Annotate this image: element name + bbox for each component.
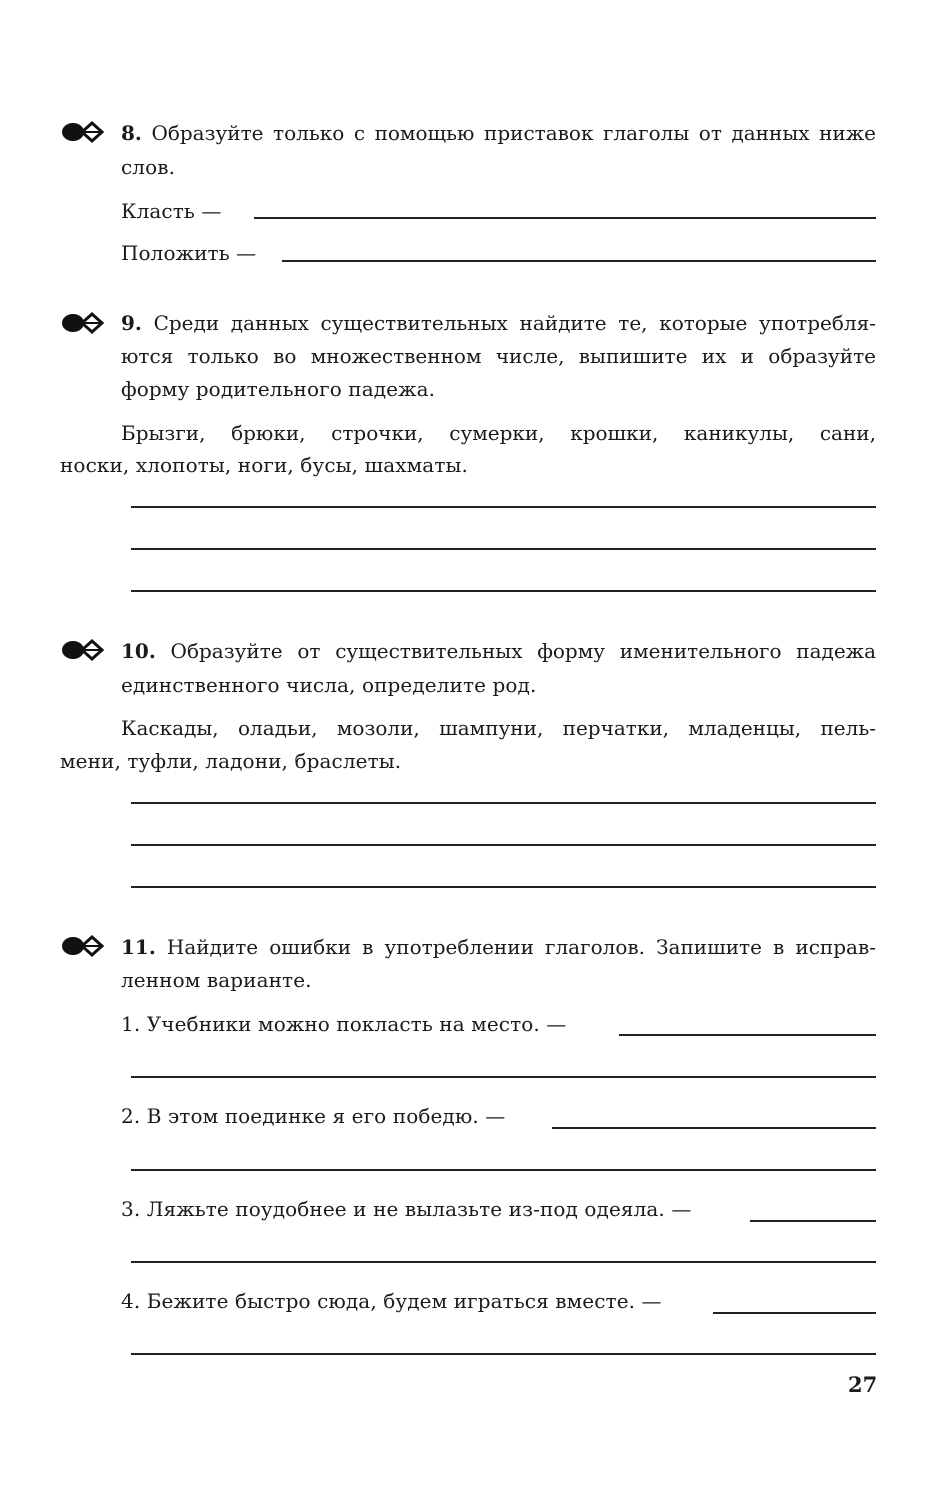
- task-8-number: 8.: [121, 121, 142, 145]
- answer-line[interactable]: [282, 260, 876, 262]
- answer-line[interactable]: [713, 1312, 876, 1314]
- answer-line[interactable]: [131, 590, 876, 592]
- task-10-words-line1: Каскады, оладьи, мозоли, шампуни, перчатки, младенцы, пель-: [121, 716, 876, 740]
- task-marker-icon: [60, 638, 106, 662]
- task-9-words-line2: носки, хлопоты, ноги, бусы, шахматы.: [60, 453, 468, 477]
- answer-line[interactable]: [131, 506, 876, 508]
- answer-line[interactable]: [131, 886, 876, 888]
- task-11-number: 11.: [121, 935, 156, 959]
- task-9-prompt-line3: форму родительного падежа.: [121, 377, 436, 401]
- task-8-item-label: Положить —: [121, 241, 257, 265]
- task-9-number: 9.: [121, 311, 142, 335]
- task-8-prompt-line1: 8. Образуйте только с помощью приставок глаголы от данных ниже: [121, 121, 876, 145]
- task-8-item-label: Класть —: [121, 199, 222, 223]
- task-marker-icon: [60, 311, 106, 335]
- task-11-sentence: 4. Бежите быстро сюда, будем играться вместе. —: [121, 1289, 662, 1313]
- answer-line[interactable]: [131, 548, 876, 550]
- task-marker-icon: [60, 120, 106, 144]
- task-marker-icon: [60, 934, 106, 958]
- task-11-prompt-line1: 11. Найдите ошибки в употреблении глаголов. Запишите в исправ-: [121, 935, 876, 959]
- answer-line[interactable]: [131, 1261, 876, 1263]
- task-10-prompt-line1: 10. Образуйте от существительных форму именительного падежа: [121, 639, 877, 663]
- answer-line[interactable]: [131, 1169, 876, 1171]
- answer-line[interactable]: [131, 802, 876, 804]
- answer-line[interactable]: [131, 1076, 876, 1078]
- answer-line[interactable]: [619, 1034, 876, 1036]
- task-10-words-line2: мени, туфли, ладони, браслеты.: [60, 749, 402, 773]
- task-10-number: 10.: [121, 639, 156, 663]
- task-11-prompt-line2: ленном варианте.: [121, 968, 312, 992]
- task-9-prompt-line1: 9. Среди данных существительных найдите те, которые употребля-: [121, 311, 877, 335]
- task-9-prompt-line2: ются только во множественном числе, выпишите их и образуйте: [121, 344, 876, 368]
- page-number: 27: [848, 1372, 878, 1397]
- task-11-sentence: 1. Учебники можно покласть на место. —: [121, 1012, 567, 1036]
- task-8-prompt-line2: слов.: [121, 155, 176, 179]
- answer-line[interactable]: [552, 1127, 876, 1129]
- task-10-prompt-line2: единственного числа, определите род.: [121, 673, 537, 697]
- answer-line[interactable]: [131, 1353, 876, 1355]
- task-11-sentence: 2. В этом поединке я его победю. —: [121, 1104, 506, 1128]
- answer-line[interactable]: [131, 844, 876, 846]
- task-11-sentence: 3. Ляжьте поудобнее и не вылазьте из-под одеяла. —: [121, 1197, 692, 1221]
- task-9-words-line1: Брызги, брюки, строчки, сумерки, крошки, каникулы, сани,: [121, 421, 876, 445]
- answer-line[interactable]: [750, 1220, 876, 1222]
- answer-line[interactable]: [254, 217, 876, 219]
